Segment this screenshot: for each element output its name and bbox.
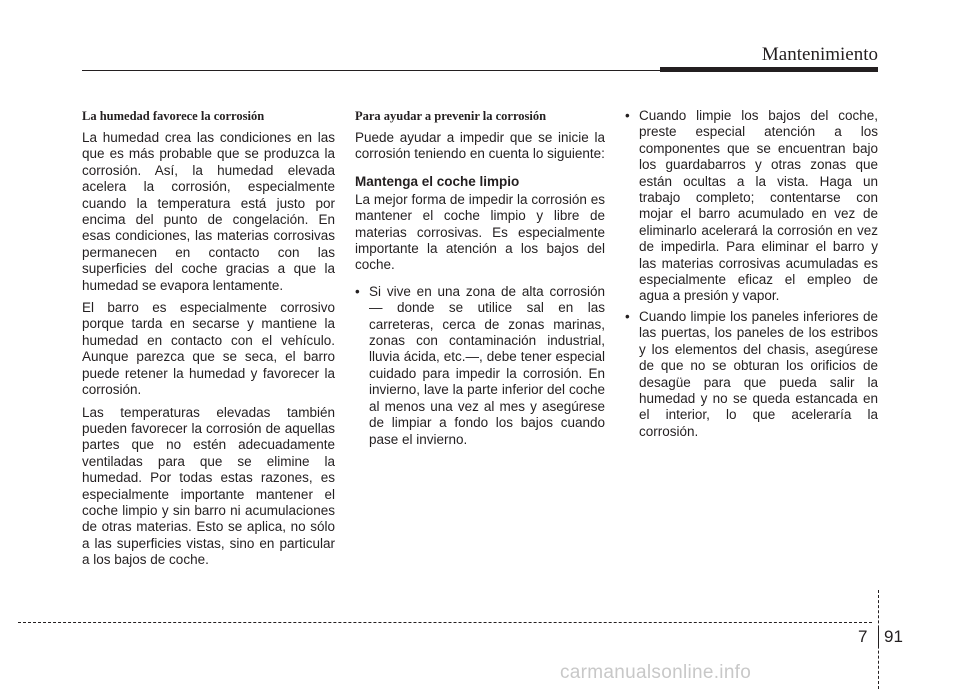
bullet-icon: • (355, 283, 360, 299)
bullet-list (355, 284, 605, 448)
list-item-text: Cuando limpie los bajos del coche, preste especial atención a los componentes que se encuentran bajo los guardabarros y otras zonas que están ocultas a la vista. Haga un trabajo completo; contentarse con mojar el barro acumulado en vez de eliminarlo acelerará la corrosión en vez de impedirla. Para eliminar el barro y las materias corrosivas acumuladas es especialmente eficaz el empleo de agua a presión y vapor. (639, 108, 878, 304)
paragraph: Puede ayudar a impedir que se inicie la corrosión teniendo en cuenta lo siguiente: (355, 130, 605, 162)
page-header-title: Mantenimiento (761, 44, 878, 65)
column-3 (625, 108, 878, 444)
header-rule-accent (660, 67, 878, 72)
list-item (625, 108, 878, 305)
bullet-icon: • (625, 308, 630, 324)
header-rule (82, 70, 660, 71)
section-heading-humidity: La humedad favorece la corrosión (82, 109, 265, 123)
bullet-icon: • (625, 108, 630, 123)
list-item (625, 309, 878, 440)
column-2 (355, 108, 605, 452)
footer-dashed-line (18, 622, 872, 623)
column-1 (82, 108, 335, 575)
paragraph: La humedad crea las condiciones en las que es más probable que se produzca la corrosión. Así, la humedad elevada acelera la corrosión, especialmente cuando la temperatura está justo por encima del punto de congelación. En esas condiciones, las materias corrosivas permanecen en contacto con las superficies del coche gracias a que la humedad se evapora lentamente. (82, 130, 335, 293)
watermark: carmanualsonline.info (560, 662, 752, 683)
paragraph: Las temperaturas elevadas también pueden favorecer la corrosión de aquellas partes que no estén adecuadamente ventiladas para que se elimine la humedad. Por todas estas razones, es especialmente importante mantener el coche limpio y sin barro ni acumulaciones de otras materias. Esto se aplica, no sólo a las superficies vistas, sino en particular a los bajos de coche. (82, 404, 335, 568)
section-heading-prevention: Para ayudar a prevenir la corrosión (355, 109, 547, 123)
list-item (355, 284, 605, 448)
bullet-list (625, 108, 878, 440)
list-item-text: Si vive en una zona de alta corrosión — donde se utilice sal en las carreteras, cerca de zonas marinas, zonas con contaminación industrial, lluvia ácida, etc.—, debe tener especial cuidado para impedir la corrosión. En invierno, lave la parte inferior del coche al menos una vez al mes y asegúrese de limpiar a fondo los bajos cuando pase el invierno. (369, 283, 605, 447)
chapter-number: 7 (858, 627, 868, 646)
paragraph: La mejor forma de impedir la corrosión es mantener el coche limpio y libre de materias corrosivas. Es especialmente importante la atención a los bajos del coche. (355, 191, 605, 273)
page-number: 91 (884, 627, 903, 646)
list-item-text: Cuando limpie los paneles inferiores de las puertas, los paneles de los estribos y los elementos del chasis, asegúrese de que no se obturan los orificios de desagüe para que pueda salir la humedad y no se queda estancada en el interior, lo que aceleraría la corrosión. (639, 308, 878, 439)
paragraph: El barro es especialmente corrosivo porque tarda en secarse y mantiene la humedad en contacto con el vehículo. Aunque parezca que se seca, el barro puede retener la humedad y favorecer la corrosión. (82, 300, 335, 398)
page-number-separator (878, 627, 879, 647)
subheading-keep-clean: Mantenga el coche limpio (355, 173, 520, 189)
